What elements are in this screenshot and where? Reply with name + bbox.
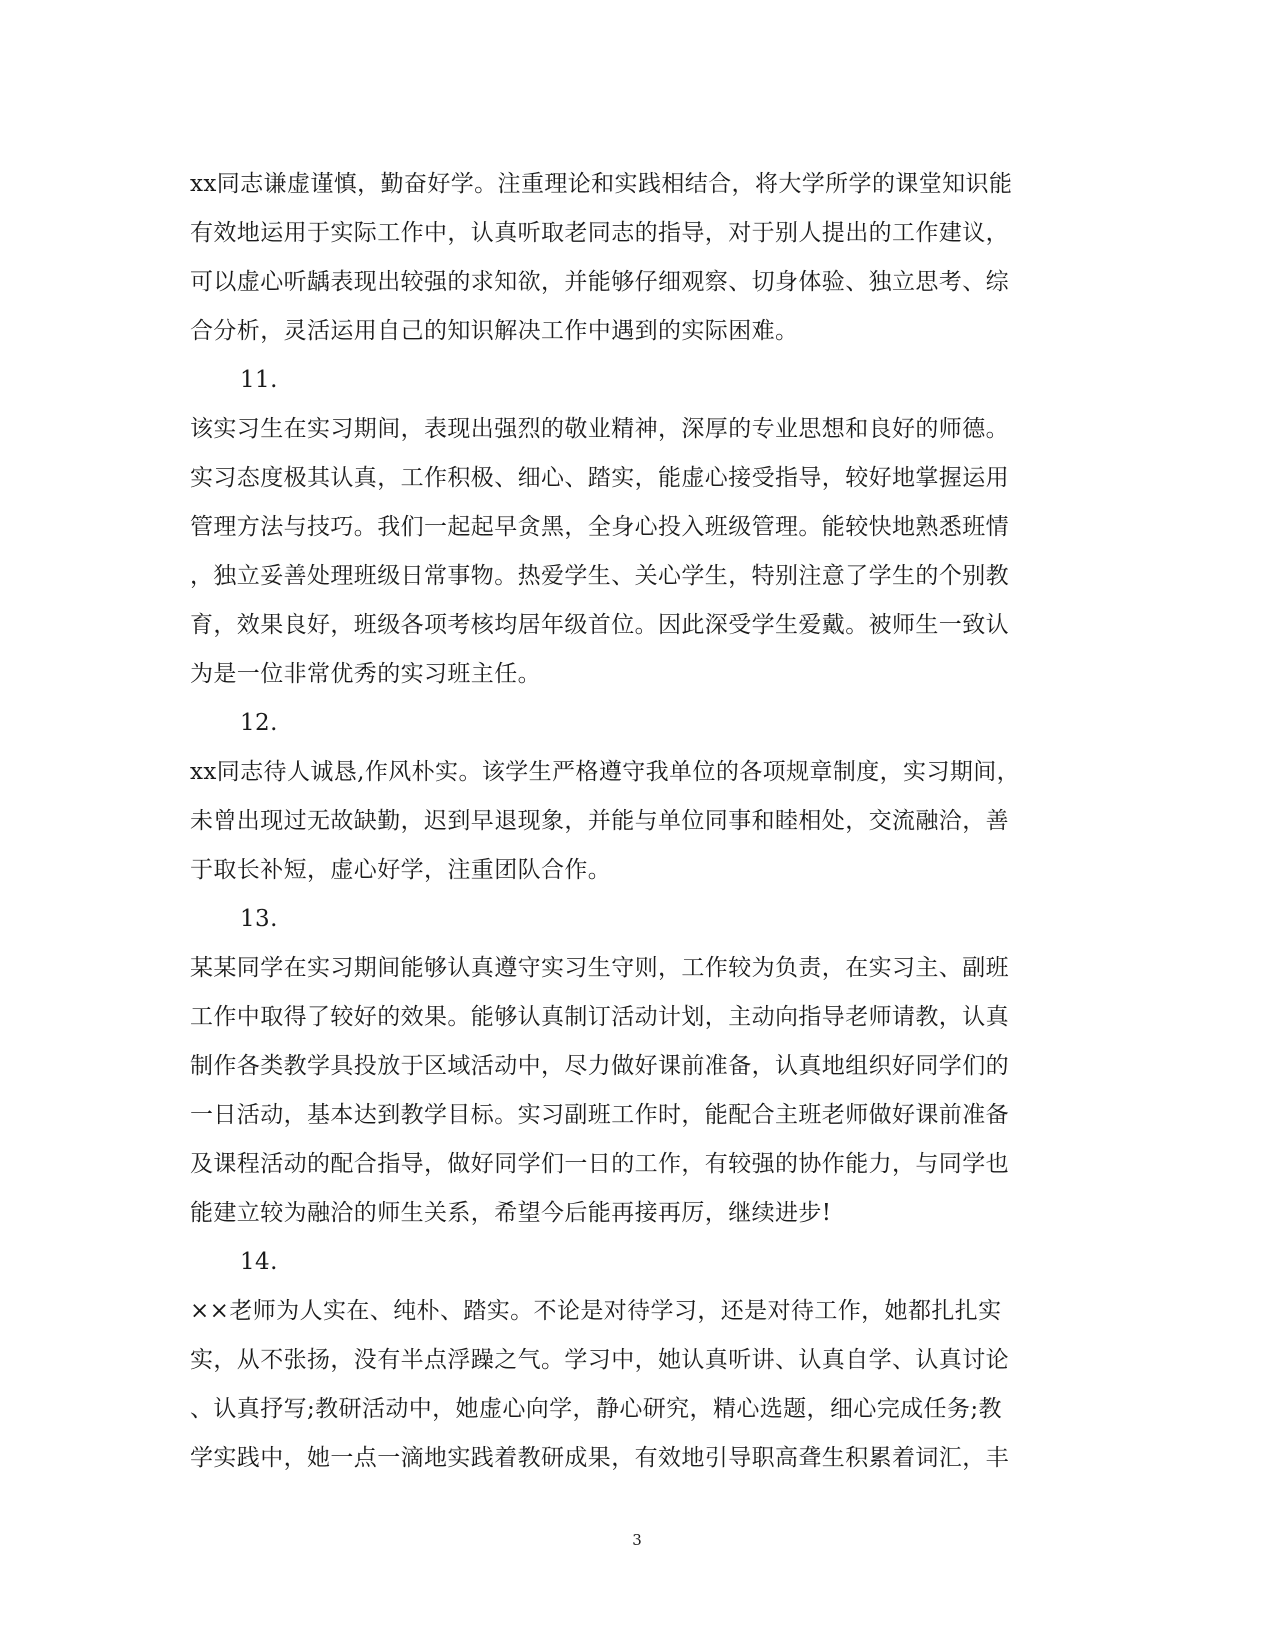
paragraph-line: 未曾出现过无故缺勤，迟到早退现象，并能与单位同事和睦相处，交流融洽，善 (190, 808, 1009, 834)
item-number: 13. (240, 906, 278, 932)
paragraph-line: 制作各类教学具投放于区域活动中，尽力做好课前准备，认真地组织好同学们的 (190, 1053, 1009, 1079)
paragraph-line: 该实习生在实习期间，表现出强烈的敬业精神，深厚的专业思想和良好的师德。 (190, 416, 1009, 442)
paragraph-line: 可以虚心听龋表现出较强的求知欲，并能够仔细观察、切身体验、独立思考、综 (190, 269, 1009, 295)
paragraph-line: 为是一位非常优秀的实习班主任。 (190, 661, 541, 687)
paragraph-line: xx同志待人诚恳,作风朴实。该学生严格遵守我单位的各项规章制度，实习期间， (190, 759, 1021, 785)
item-number: 12. (240, 710, 278, 736)
paragraph-line: 育，效果良好，班级各项考核均居年级首位。因此深受学生爱戴。被师生一致认 (190, 612, 1009, 638)
paragraph-line: 有效地运用于实际工作中，认真听取老同志的指导，对于别人提出的工作建议， (190, 220, 1009, 246)
paragraph-line: 工作中取得了较好的效果。能够认真制订活动计划，主动向指导老师请教，认真 (190, 1004, 1009, 1030)
paragraph-line: xx同志谦虚谨慎，勤奋好学。注重理论和实践相结合，将大学所学的课堂知识能 (190, 171, 1013, 197)
paragraph-line: 于取长补短，虚心好学，注重团队合作。 (190, 857, 612, 883)
document-body (190, 160, 1070, 1483)
item-number: 14. (240, 1249, 278, 1275)
page-number: 3 (632, 1531, 642, 1549)
paragraph-line: 一日活动，基本达到教学目标。实习副班工作时，能配合主班老师做好课前准备 (190, 1102, 1009, 1128)
paragraph-line: 、认真抒写;教研活动中，她虚心向学，静心研究，精心选题，细心完成任务;教 (190, 1396, 1002, 1422)
paragraph-line: 能建立较为融洽的师生关系，希望今后能再接再厉，继续进步! (190, 1200, 832, 1226)
paragraph-line: 实习态度极其认真，工作积极、细心、踏实，能虚心接受指导，较好地掌握运用 (190, 465, 1009, 491)
paragraph-line: 管理方法与技巧。我们一起起早贪黑，全身心投入班级管理。能较快地熟悉班情 (190, 514, 1009, 540)
paragraph-line: 实，从不张扬，没有半点浮躁之气。学习中，她认真听讲、认真自学、认真讨论 (190, 1347, 1009, 1373)
paragraph-line: 合分析，灵活运用自己的知识解决工作中遇到的实际困难。 (190, 318, 799, 344)
paragraph-line: ××老师为人实在、纯朴、踏实。不论是对待学习，还是对待工作，她都扎扎实 (190, 1298, 1002, 1324)
item-number: 11. (240, 367, 278, 393)
paragraph-line: ，独立妥善处理班级日常事物。热爱学生、关心学生，特别注意了学生的个别教 (190, 563, 1009, 589)
paragraph-line: 学实践中，她一点一滴地实践着教研成果，有效地引导职高聋生积累着词汇，丰 (190, 1445, 1009, 1471)
paragraph-line: 某某同学在实习期间能够认真遵守实习生守则，工作较为负责，在实习主、副班 (190, 955, 1009, 981)
paragraph-line: 及课程活动的配合指导，做好同学们一日的工作，有较强的协作能力，与同学也 (190, 1151, 1009, 1177)
